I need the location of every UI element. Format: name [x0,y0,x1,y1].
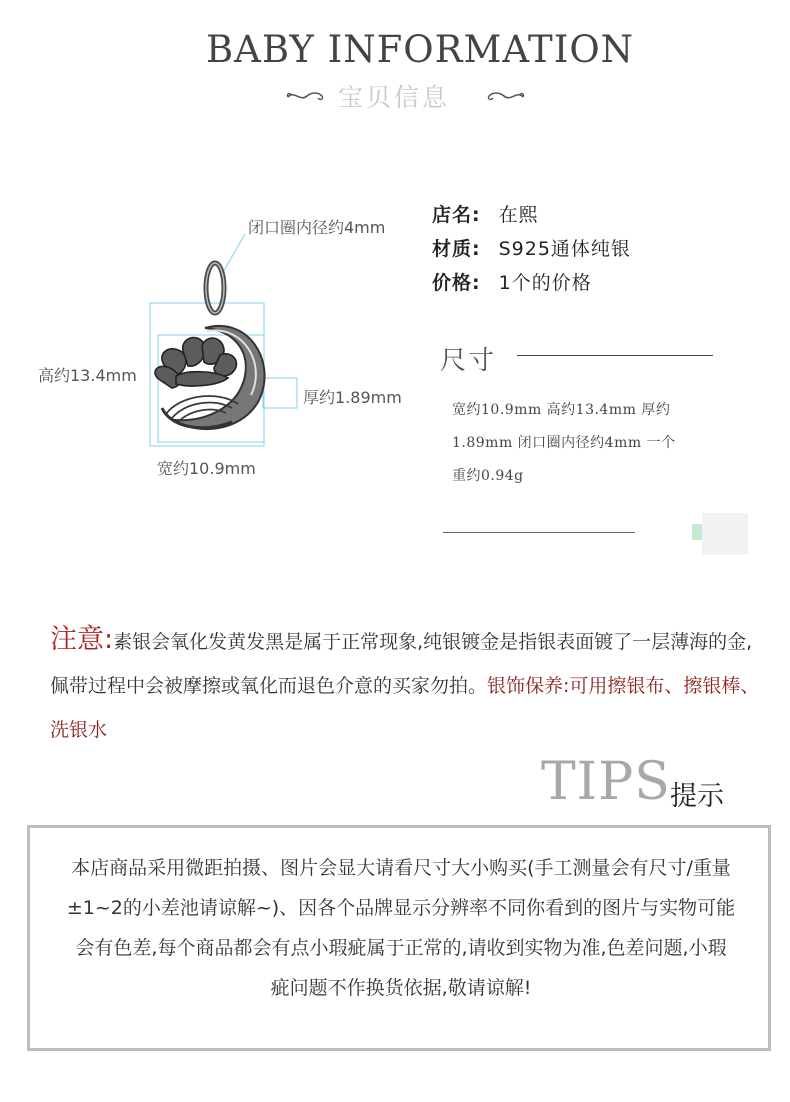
tips-text: 本店商品采用微距拍摄、图片会显大请看尺寸大小购买(手工测量会有尺寸/重量±1~2的小差池请谅解~)、因各个品牌显示分辨率不同你看到的图片与实物可能会有色差,每个商品都会有点小瑕疵属于正常的,请收到实物为准,色差问题,小瑕疵问题不作换货依据,敬请谅解! [66,857,736,999]
tips-title: TIPS [541,752,671,812]
care-text: 银饰保养:可用擦银布、擦银棒、洗银水 [50,675,760,741]
notice-label: 注意: [50,624,114,655]
ring-diameter-label: 闭口圈内径约4mm [248,218,386,237]
material-key: 材质: [432,238,481,260]
material-value: S925通体纯银 [498,238,631,260]
size-details [452,394,742,493]
size-bottom-divider [443,532,635,533]
ring-pointer-line [222,234,245,274]
size-line-1: 宽约10.9mm 高约13.4mm 厚约 [452,402,671,418]
notice-block [50,618,762,752]
material-row [432,234,631,261]
page-subtitle: 宝贝信息 [338,83,451,112]
pendant-diagram [0,190,430,510]
decorative-box [702,513,748,555]
price-row [432,268,592,295]
subtitle-row [0,78,790,114]
width-label: 宽约10.9mm [157,459,256,478]
height-label: 高约13.4mm [38,366,137,385]
right-swirl-icon [483,88,525,104]
thickness-label: 厚约1.89mm [303,388,402,407]
tips-box [27,825,771,1051]
shop-value: 在熙 [498,204,539,226]
left-swirl-icon [286,88,328,104]
thickness-guide-box [263,378,297,408]
size-line-2: 1.89mm 闭口圈内径约4mm 一个 [452,435,676,451]
shop-key: 店名: [432,204,481,226]
price-value: 1个的价格 [498,272,592,294]
price-key: 价格: [432,272,481,294]
size-line-3: 重约0.94g [452,468,524,484]
decorative-mark [692,524,702,540]
shop-row [432,200,539,227]
notice-text: 素银会氧化发黄发黑是属于正常现象,纯银镀金是指银表面镀了一层薄海的金,佩带过程中会被摩擦或氧化而退色介意的买家勿拍。 [50,631,753,697]
page-title: BABY INFORMATION [205,28,635,71]
size-heading: 尺寸 [440,346,497,376]
tips-title-cn: 提示 [670,781,724,812]
size-divider [517,355,713,356]
lotus-flower [155,338,236,388]
